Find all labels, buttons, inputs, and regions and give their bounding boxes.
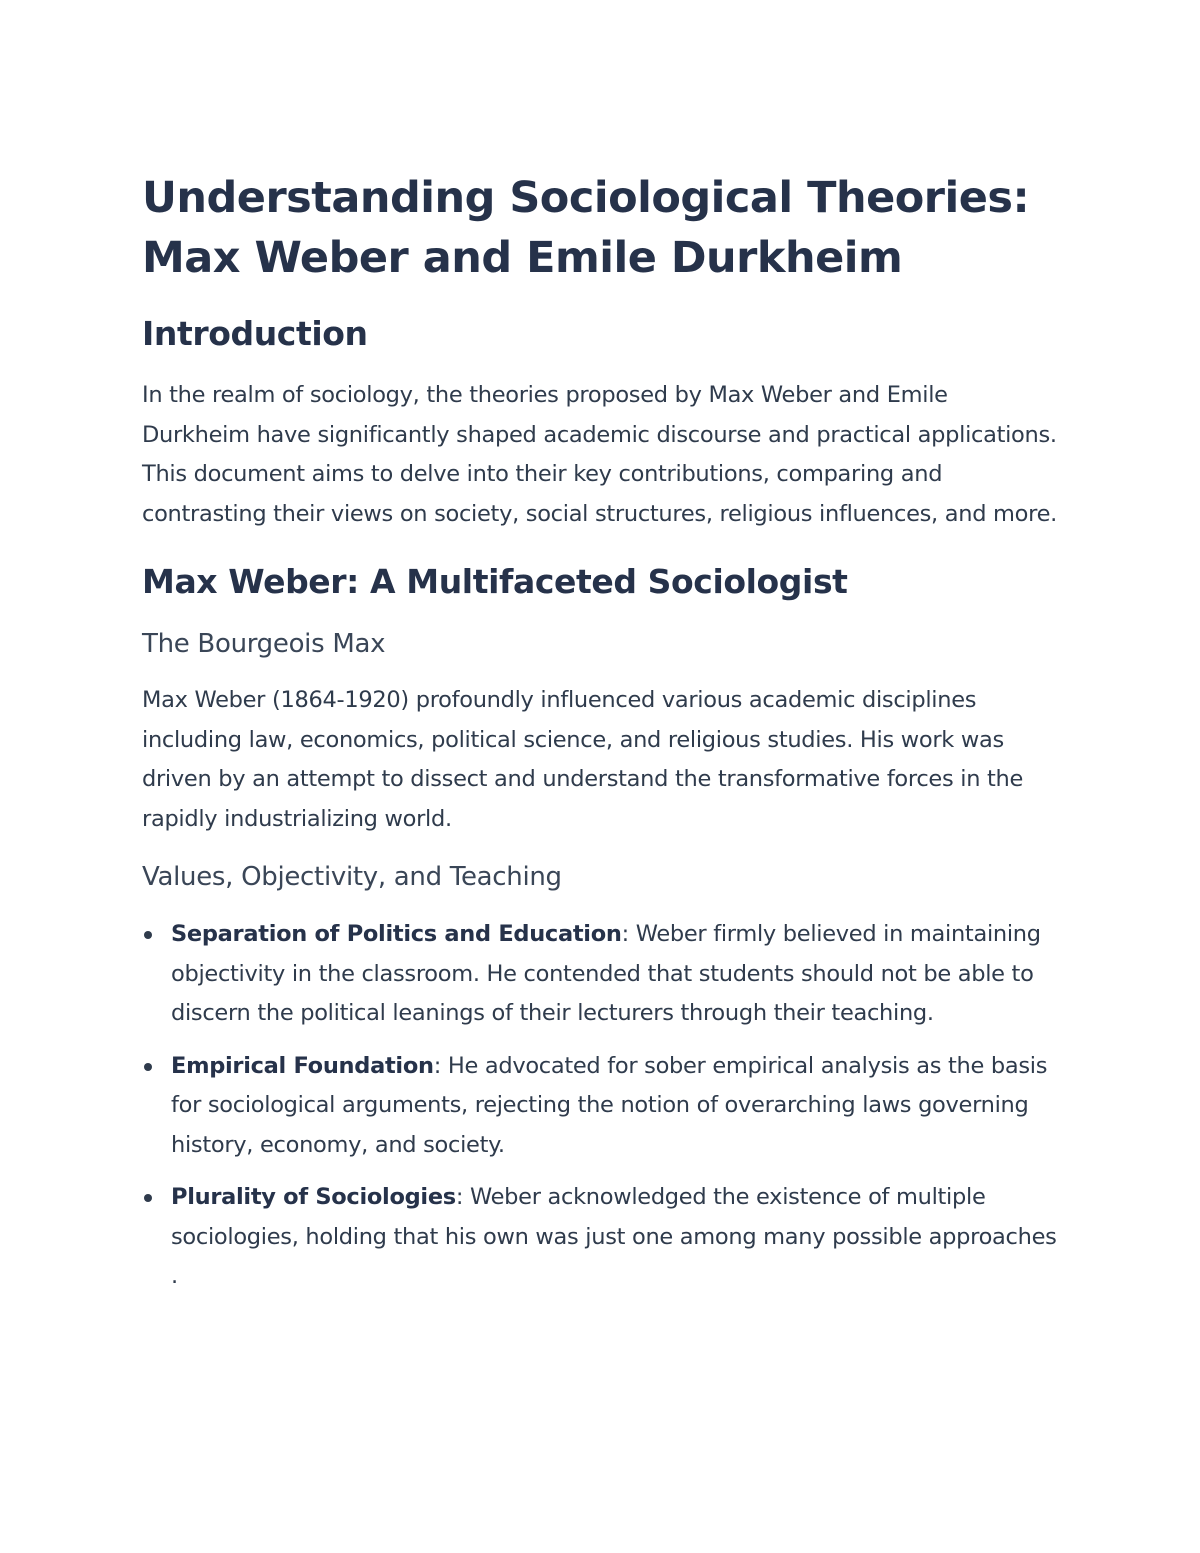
list-item xyxy=(142,915,1062,1034)
bourgeois-paragraph: Max Weber (1864-1920) profoundly influenced various academic disciplines including law, economics, political science, and religious studies. His work was driven by an attempt to dissect and understand the transformative forces in the rapidly industrializing world. xyxy=(142,687,1024,832)
bullet-text: : He advocated for sober empirical analysis as the basis for sociological arguments, rejecting the notion of overarching laws governing history, economy, and society. xyxy=(171,1052,1048,1158)
title-line-2: Max Weber and Emile Durkheim xyxy=(142,233,903,283)
bullet-dot-icon xyxy=(144,931,152,939)
document-page xyxy=(142,168,1062,1297)
bullet-term: Empirical Foundation xyxy=(171,1052,434,1079)
bullet-dot-icon xyxy=(144,1063,152,1071)
bullet-term: Plurality of Sociologies xyxy=(171,1184,456,1210)
document-title xyxy=(142,168,1062,288)
weber-section-heading: Max Weber: A Multifaceted Sociologist xyxy=(142,562,848,601)
values-subheading: Values, Objectivity, and Teaching xyxy=(142,862,562,892)
title-line-1: Understanding Sociological Theories: xyxy=(142,173,1030,223)
list-item xyxy=(142,1047,1062,1166)
bullet-text: : Weber acknowledged the existence of multiple sociologies, holding that his own was just one among many possible approaches . xyxy=(171,1184,1057,1289)
values-bullet-list xyxy=(142,915,1062,1297)
list-item xyxy=(142,1178,1062,1297)
introduction-heading: Introduction xyxy=(142,314,368,353)
introduction-paragraph: In the realm of sociology, the theories proposed by Max Weber and Emile Durkheim have significantly shaped academic discourse and practical applications. This document aims to delve into their key contributions, comparing and contrasting their views on society, social structures, religious influences, and more. xyxy=(142,382,1057,527)
bullet-term: Separation of Politics and Education xyxy=(171,921,622,947)
bullet-text: : Weber firmly believed in maintaining objectivity in the classroom. He contended that students should not be able to discern the political leanings of their lecturers through their teaching. xyxy=(171,921,1041,1026)
bourgeois-subheading: The Bourgeois Max xyxy=(142,629,386,659)
bullet-dot-icon xyxy=(144,1194,152,1202)
